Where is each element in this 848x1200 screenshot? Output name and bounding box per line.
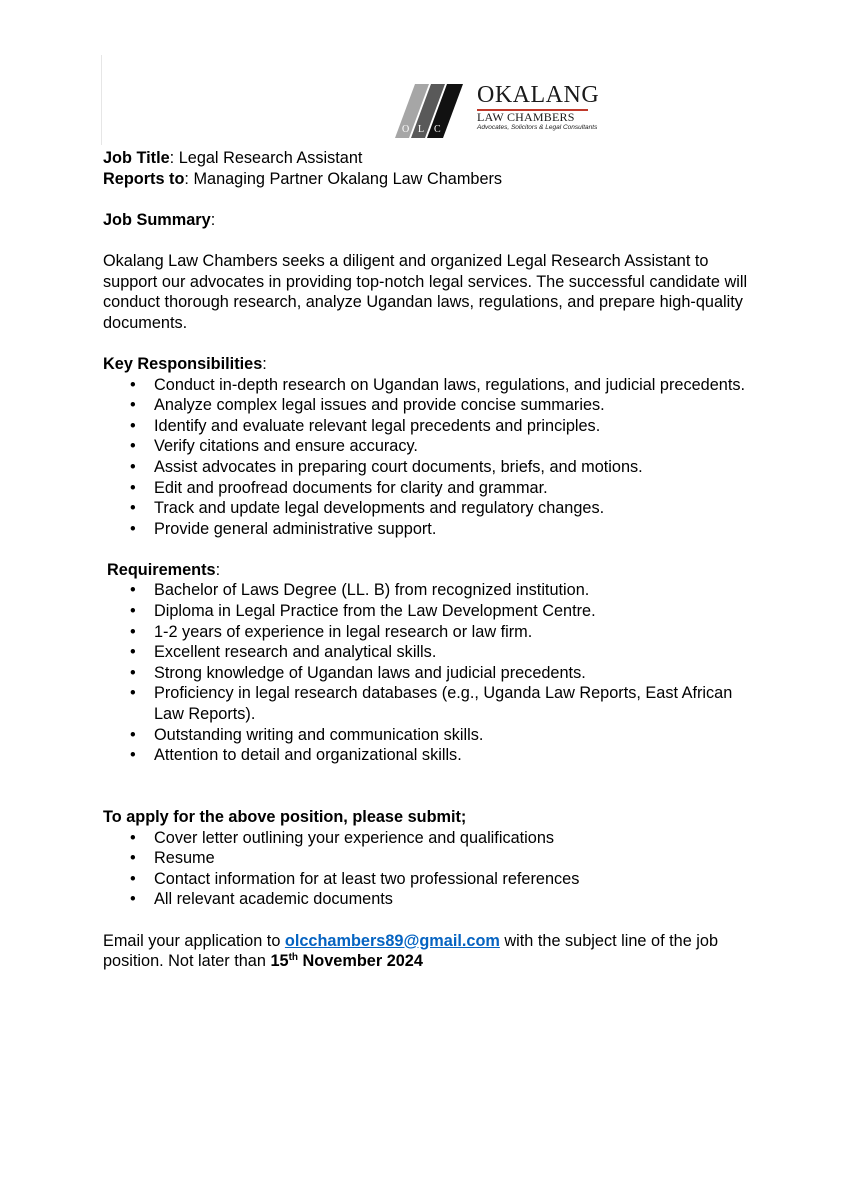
list-item: • Resume bbox=[103, 848, 753, 869]
list-item: • Outstanding writing and communication skills. bbox=[103, 725, 753, 746]
list-item: • Verify citations and ensure accuracy. bbox=[103, 436, 753, 457]
logo-letter-o: O bbox=[402, 124, 410, 135]
job-title-line bbox=[103, 148, 753, 169]
list-item: • Assist advocates in preparing court documents, briefs, and motions. bbox=[103, 457, 753, 478]
list-item: • 1-2 years of experience in legal research or law firm. bbox=[103, 622, 753, 643]
job-summary-heading: Job Summary: bbox=[103, 210, 216, 229]
list-item: • Track and update legal developments and regulatory changes. bbox=[103, 498, 753, 519]
reports-to-line bbox=[103, 169, 753, 190]
deadline-date: 15th November 2024 bbox=[270, 952, 423, 971]
list-item: • All relevant academic documents bbox=[103, 889, 753, 910]
job-summary-text: Okalang Law Chambers seeks a diligent and organized Legal Research Assistant to support our advocates in providing top-notch legal services. The successful candidate will conduct thorough research, analyze Ugandan laws, regulations, and prepare high-quality documents. bbox=[103, 251, 748, 332]
list-item: • Identify and evaluate relevant legal precedents and principles. bbox=[103, 416, 753, 437]
company-logo bbox=[393, 80, 600, 140]
logo-company-subname: LAW CHAMBERS bbox=[477, 110, 575, 124]
reports-to-value: : Managing Partner Okalang Law Chambers bbox=[184, 169, 503, 188]
logo-emblem-icon bbox=[393, 80, 477, 138]
responsibilities-heading: Key Responsibilities: bbox=[103, 354, 267, 373]
list-item: • Strong knowledge of Ugandan laws and judicial precedents. bbox=[103, 663, 753, 684]
requirements-heading: Requirements: bbox=[107, 560, 221, 579]
list-item: • Conduct in-depth research on Ugandan laws, regulations, and judicial precedents. bbox=[103, 375, 753, 396]
logo-letter-c: C bbox=[434, 124, 441, 135]
requirements-list bbox=[103, 580, 753, 765]
document-body bbox=[103, 148, 753, 972]
list-item: • Cover letter outlining your experience and qualifications bbox=[103, 828, 753, 849]
list-item: • Analyze complex legal issues and provide concise summaries. bbox=[103, 395, 753, 416]
page-margin-line bbox=[101, 55, 102, 145]
email-link[interactable]: olcchambers89@gmail.com bbox=[284, 931, 500, 950]
list-item: • Contact information for at least two professional references bbox=[103, 869, 753, 890]
list-item: • Excellent research and analytical skills. bbox=[103, 642, 753, 663]
job-title-value: : Legal Research Assistant bbox=[169, 149, 363, 167]
list-item: • Diploma in Legal Practice from the Law Development Centre. bbox=[103, 601, 753, 622]
logo-company-name: OKALANG bbox=[477, 82, 600, 108]
list-item: • Proficiency in legal research databases (e.g., Uganda Law Reports, East African Law Reports). bbox=[103, 683, 753, 724]
email-instructions: Email your application to olcchambers89@gmail.com with the subject line of the job position. Not later than 15th November 2024 bbox=[103, 931, 718, 971]
list-item: • Bachelor of Laws Degree (LL. B) from recognized institution. bbox=[103, 580, 753, 601]
reports-to-label: Reports to bbox=[103, 169, 185, 188]
apply-list bbox=[103, 828, 753, 910]
responsibilities-list bbox=[103, 375, 753, 540]
job-title-label: Job Title bbox=[103, 149, 170, 167]
logo-letter-l: L bbox=[418, 124, 425, 135]
logo-tagline: Advocates, Solicitors & Legal Consultants bbox=[477, 124, 598, 131]
list-item: • Edit and proofread documents for clarity and grammar. bbox=[103, 478, 753, 499]
list-item: • Attention to detail and organizational skills. bbox=[103, 745, 753, 766]
list-item: • Provide general administrative support. bbox=[103, 519, 753, 540]
apply-heading: To apply for the above position, please submit; bbox=[103, 808, 467, 826]
